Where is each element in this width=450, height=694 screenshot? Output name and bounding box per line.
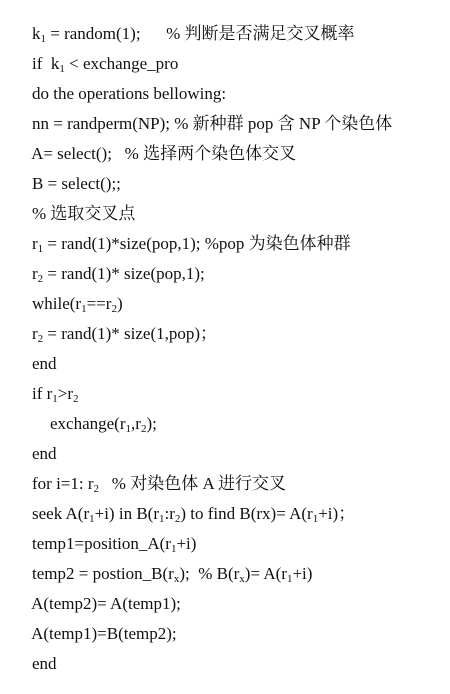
code-comment-line: % 选取交叉点 [32,204,136,223]
code-line: $exchange(r_1,r_2)$; [50,414,157,435]
code-line: for i=1: $r_2$ % 对染色体 A 进行交叉 [32,474,287,495]
code-line: temp2 = $postion\_B(r_x)$; % $B(r_x)= A(r_1+i)$ [32,564,313,585]
code-line: end [32,354,57,373]
code-line: $temp1=position\_A(r_1+i)$ [32,534,197,555]
code-line: A(temp2)= A(temp1); [31,594,181,613]
code-line: $r_1$ = rand(1)*size(pop,1); %pop 为染色体种群 [32,234,351,255]
code-line: seek $A(r_1+i)$ in $B(r_1:r_2)$ to find $B(rx)= A(r_1+i)$； [32,504,356,525]
code-line: do the operations bellowing: [32,84,227,103]
code-line: B = select();; [32,174,121,193]
code-line: $r_2$ = rand(1)* size(1,pop)； [32,324,218,345]
code-line: $while(r_1==r_2)$ [32,294,123,315]
code-line: if $k_1$ < exchange_pro [32,54,179,75]
code-line: if $r_1>r_2$ [32,384,79,405]
code-line: $r_2$ = rand(1)* size(pop,1); [32,264,205,285]
code-line: end [32,654,57,673]
code-line: $k_1$ = random(1); % 判断是否满足交叉概率 [32,24,355,45]
code-line: nn = randperm(NP); % 新种群 pop 含 NP 个染色体 [32,114,393,133]
code-line: A(temp1)=B(temp2); [31,624,177,643]
code-line: end [32,444,57,463]
code-line: A= select(); % 选择两个染色体交叉 [31,144,297,163]
